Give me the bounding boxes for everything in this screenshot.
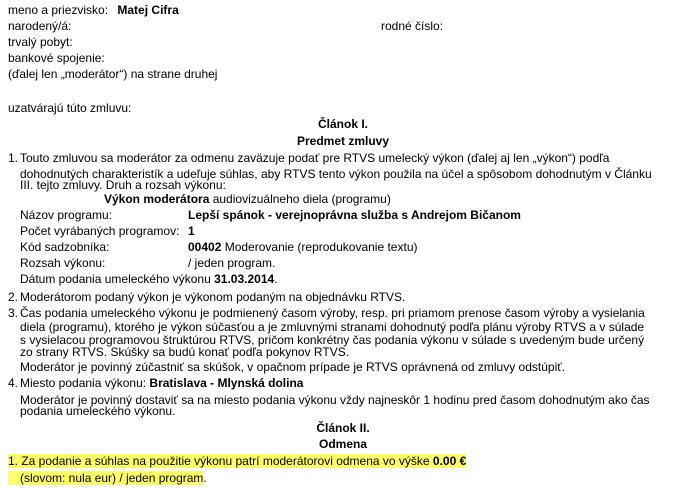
p1-line-2: dohodnutých charakteristík a udeľuje súhlas, aby RTVS tento výkon použila na účel a spôsobom dohodnutým v Článku <box>20 167 652 181</box>
p2-text: Moderátorom podaný výkon je výkonom podaným na objednávku RTVS. <box>20 290 406 304</box>
article2-title: Odmena <box>318 437 367 451</box>
p4-label: Miesto podania výkonu: <box>20 376 150 390</box>
p4-line-2: podania umeleckého výkonu. <box>20 404 176 418</box>
performance-type-bold: Výkon moderátora <box>104 192 210 206</box>
fee-words-end: . <box>203 471 207 485</box>
bank-label: bankové spojenie: <box>8 51 105 65</box>
article2-heading: Článok II. <box>316 421 370 435</box>
p1-line-3: III. tejto zmluvy. Druh a rozsah výkonu: <box>20 178 226 192</box>
birth-number-label: rodné číslo: <box>381 19 444 33</box>
p3-line-3: s vysielacou programovou štruktúrou RTVS, pričom konkrétny čas podania výkonu v súlade s uvedeným bude určený <box>20 333 645 347</box>
p2-number: 2. <box>8 290 19 304</box>
p4-value: Bratislava - Mlynská dolina <box>149 376 304 390</box>
detail-label-code: Kód sadzobníka: <box>20 240 110 254</box>
fee-words: (slovom: nula eur) / jeden program <box>8 471 203 485</box>
detail-label-program: Názov programu: <box>20 208 113 222</box>
date-label: Dátum podania umeleckého výkonu <box>20 272 215 286</box>
date-line <box>20 271 278 287</box>
p3-line-1: Čas podania umeleckého výkonu je podmienený časom výroby, resp. pri priamom prenose časom výroby a vysielania <box>20 306 645 320</box>
detail-value-scope: / jeden program. <box>188 256 276 270</box>
p3-note: Moderátor je povinný zúčastniť sa skúšok, v opačnom prípade je RTVS oprávnená od zmluvy odstúpiť. <box>20 360 566 374</box>
p1-line-1: Touto zmluvou sa moderátor za odmenu zaväzuje podať pre RTVS umelecký výkon (ďalej aj len „výkon“) podľa <box>20 151 610 165</box>
p4-place-line <box>20 375 303 391</box>
fee-amount: 0.00 € <box>432 454 467 468</box>
p3-line-4: zo strany RTVS. Skúšky sa budú konať podľa pokynov RTVS. <box>20 345 350 359</box>
performance-type <box>104 191 391 207</box>
fee-words-line <box>8 470 207 486</box>
date-end: . <box>274 272 278 286</box>
fee-line <box>8 453 466 469</box>
p4-line-1: Moderátor je povinný dostaviť sa na miesto podania výkonu vždy najneskôr 1 hodinu pred časom dohodnutým ako čas <box>20 393 650 407</box>
residence-label: trvalý pobyt: <box>8 35 73 49</box>
code-description: Moderovanie (reprodukovanie textu) <box>221 240 418 254</box>
name-value: Matej Cifra <box>117 3 179 17</box>
further-label: (ďalej len „moderátor“) na strane druhej <box>8 67 218 81</box>
detail-value-program: Lepší spánok - verejnoprávna služba s Andrejom Bičanom <box>188 208 521 222</box>
detail-value-count: 1 <box>188 224 195 238</box>
performance-type-rest: audiovizuálneho diela (programu) <box>209 192 391 206</box>
article1-heading: Článok I. <box>317 117 368 131</box>
fee-text: 1. Za podanie a súhlas na použitie výkonu patrí moderátorovi odmena vo výške <box>8 454 433 468</box>
detail-label-count: Počet vyrábaných programov: <box>20 224 180 238</box>
name-line <box>8 2 179 18</box>
code-number: 00402 <box>188 240 222 254</box>
article1-title: Predmet zmluvy <box>296 134 390 148</box>
p3-line-2: diela (programu), ktorého je výkon súčasťou a je zmluvnými stranami dohodnutý podľa plánu výroby RTVS a v súlade <box>20 320 645 334</box>
p4-number: 4. <box>8 376 19 390</box>
detail-value-code <box>188 239 417 255</box>
born-label: narodený/á: <box>8 19 72 33</box>
p3-number: 3. <box>8 306 19 320</box>
date-value: 31.03.2014 <box>214 272 275 286</box>
detail-label-scope: Rozsah výkonu: <box>20 256 106 270</box>
intro-text: uzatvárajú túto zmluvu: <box>8 101 132 115</box>
p1-number: 1. <box>8 151 19 165</box>
name-label: meno a priezvisko: <box>8 3 109 17</box>
